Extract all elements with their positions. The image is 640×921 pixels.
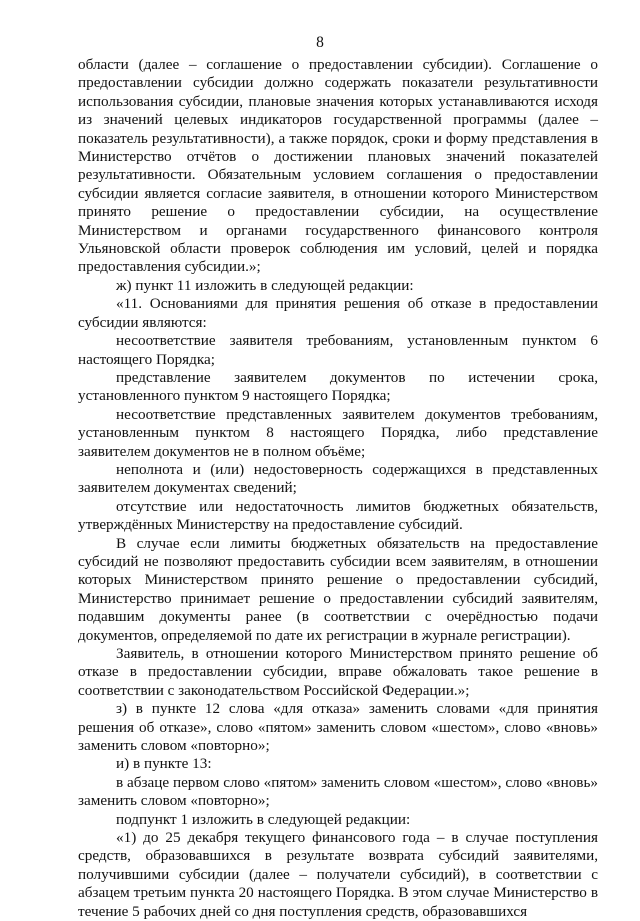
page-number: 8 <box>316 34 324 51</box>
paragraph: ж) пункт 11 изложить в следующей редакции: <box>116 276 414 294</box>
paragraph: Заявитель, в отношении которого Министерством принято решение об отказе в предоставлении субсидии, вправе обжаловать такое решение в соответствии с законодательством Российской Федерации.»; <box>78 645 598 699</box>
paragraph: неполнота и (или) недостоверность содержащихся в представленных заявителем документах сведений; <box>78 460 598 497</box>
paragraph: несоответствие заявителя требованиям, установленным пунктом 6 настоящего Порядка; <box>78 332 598 368</box>
paragraph: области (далее – соглашение о предоставлении субсидии). Соглашение о предоставлении субсидии должно содержать показатели результативности использования субсидии, плановые значения которых устанавливаются исходя из значений целевых индикаторов государственной программы (далее – показатель результативности), а также порядок, сроки и форму представления в Министерство отчётов о достижении плановых значений показателей результативности. Обязательным условием соглашения о предоставлении субсидии является согласие заявителя, в отношении которого Министерством принято решение о предоставлении субсидии, на осуществление Министерством и органами государственного финансового контроля Ульяновской области проверок соблюдения им условий, целей и порядка предоставления субсидии.»; <box>78 56 598 276</box>
paragraph: «11. Основаниями для принятия решения об отказе в предоставлении субсидии являются: <box>78 295 598 331</box>
paragraph: «1) до 25 декабря текущего финансового года – в случае поступления средств, образовавшихся в результате возврата субсидий заявителями, получившими субсидии (далее – получатели субсидий), в соответствии с абзацем третьим пункта 20 настоящего Порядка. В этом случае Министерство в течение 5 рабочих дней со дня поступления средств, образовавшихся <box>78 829 598 920</box>
paragraph: з) в пункте 12 слова «для отказа» заменить словами «для принятия решения об отказе», слово «пятом» заменить словом «шестом», слово «вновь» заменить словом «повторно»; <box>78 700 598 755</box>
document-body <box>78 56 598 921</box>
paragraph: в абзаце первом слово «пятом» заменить словом «шестом», слово «вновь» заменить словом «повторно»; <box>78 773 598 810</box>
paragraph: подпункт 1 изложить в следующей редакции: <box>116 810 411 828</box>
paragraph: В случае если лимиты бюджетных обязательств на предоставление субсидий не позволяют предоставить субсидии всем заявителям, в отношении которых Министерством принято решение о предоставлении субсидий, Министерство принимает решение о предоставлении субсидий заявителям, подавшим документы ранее (в соответствии с очерёдностью подачи документов, определяемой по дате их регистрации в журнале регистрации). <box>78 534 598 644</box>
paragraph: отсутствие или недостаточность лимитов бюджетных обязательств, утверждённых Министерству на предоставление субсидий. <box>78 497 598 534</box>
paragraph: представление заявителем документов по истечении срока, установленного пунктом 9 настоящего Порядка; <box>78 368 598 405</box>
paragraph: и) в пункте 13: <box>116 755 212 773</box>
paragraph: несоответствие представленных заявителем документов требованиям, установленным пунктом 8 настоящего Порядка, либо представление заявителем документов не в полном объёме; <box>78 405 598 460</box>
